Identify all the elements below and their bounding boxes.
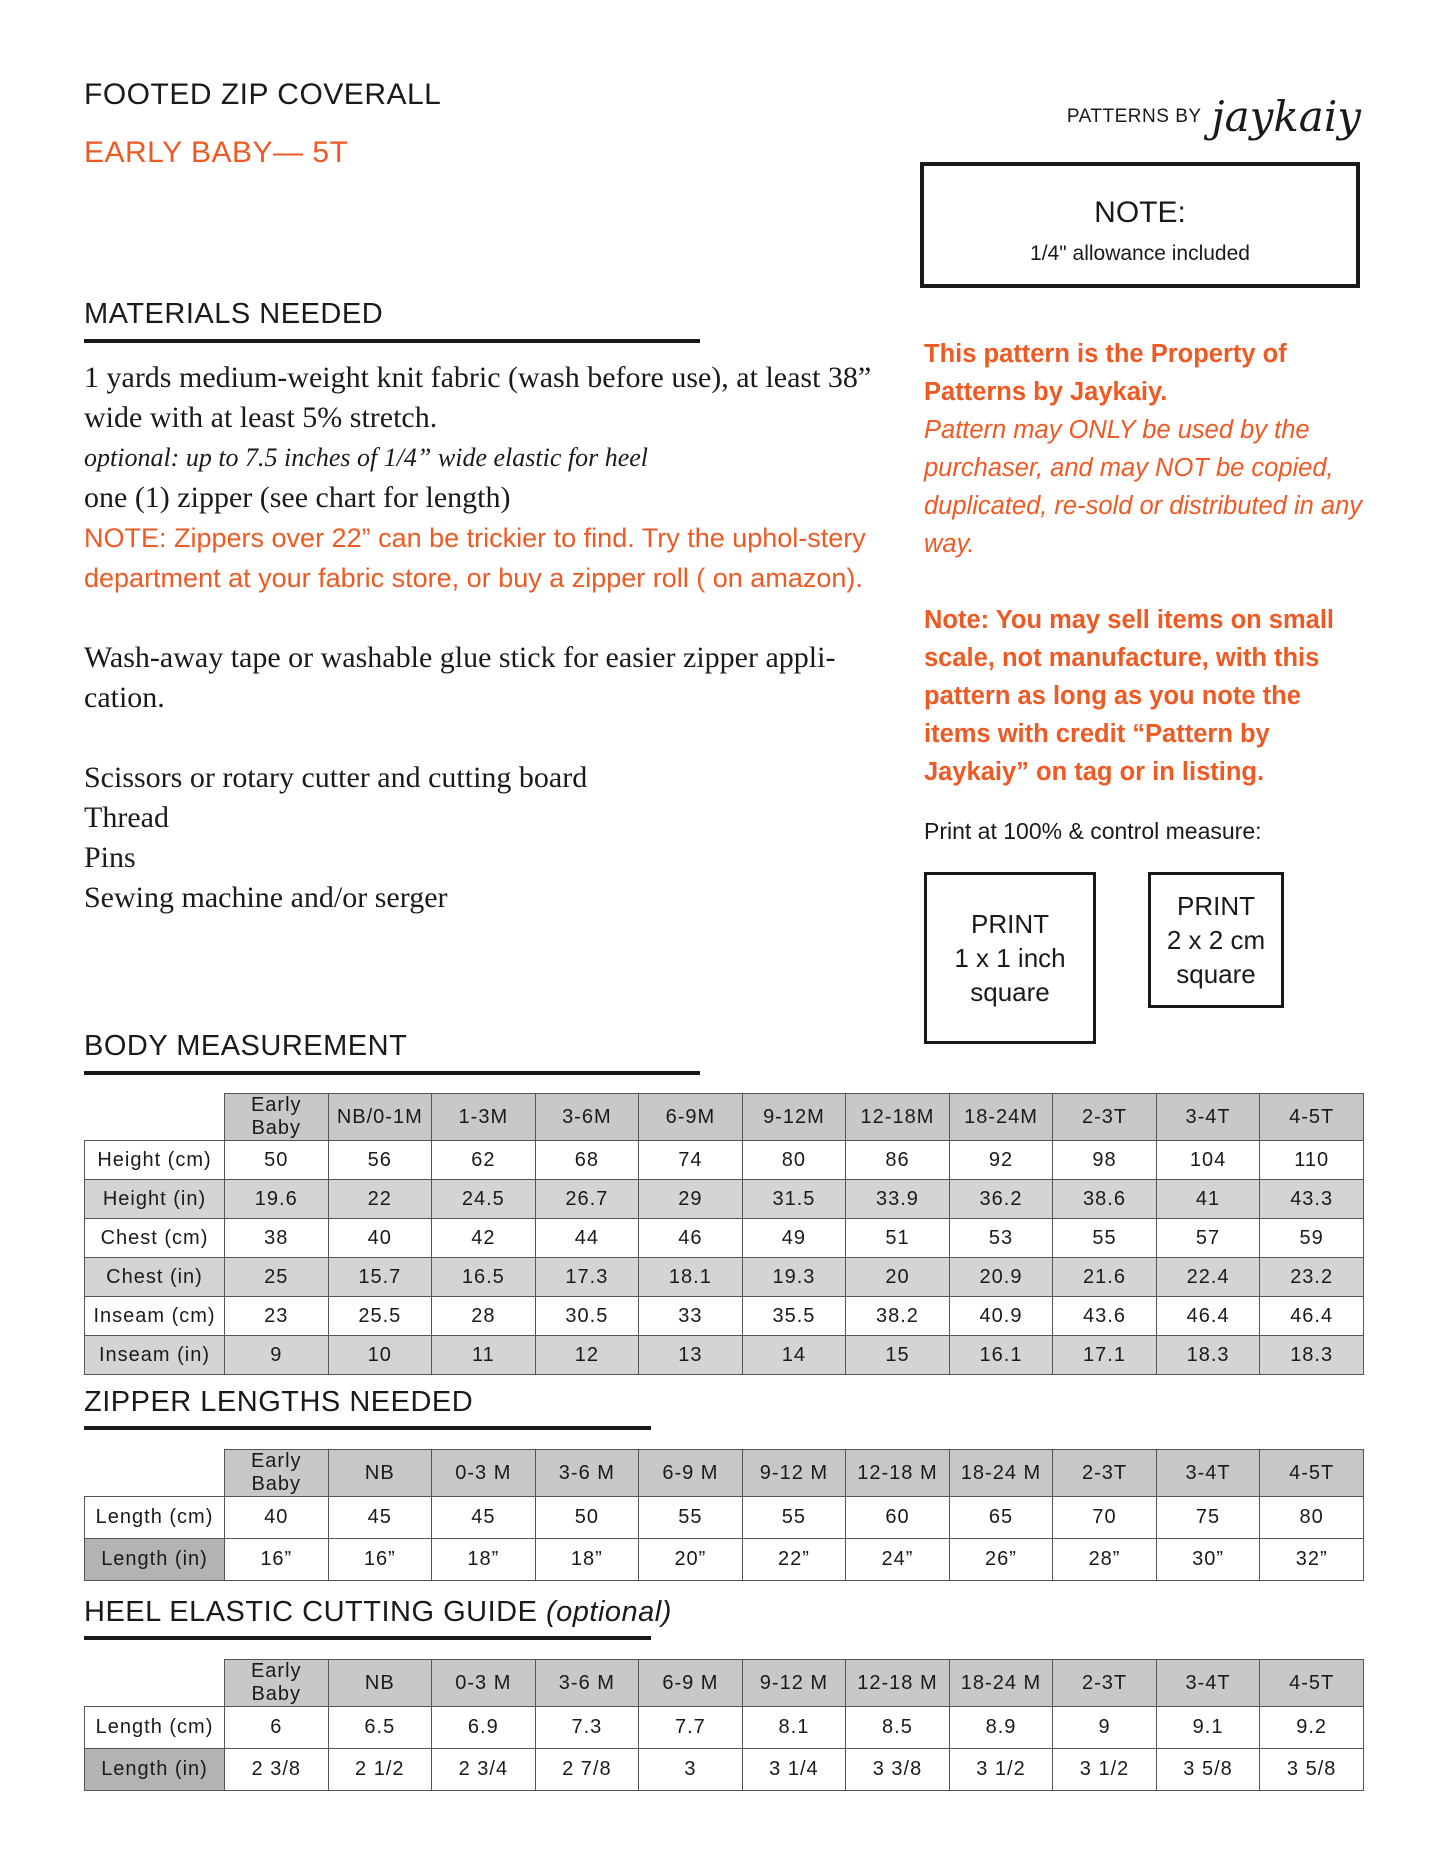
table-cell: 30.5 bbox=[535, 1297, 639, 1336]
heel-heading-text: HEEL ELASTIC CUTTING GUIDE bbox=[84, 1596, 538, 1628]
materials-list bbox=[84, 358, 884, 918]
table-row bbox=[85, 1749, 1364, 1791]
table-cell: 2 1/2 bbox=[328, 1749, 432, 1791]
zipper-heading: ZIPPER LENGTHS NEEDED bbox=[84, 1386, 474, 1418]
inch-square-line: square bbox=[970, 977, 1050, 1007]
zipper-length-table bbox=[84, 1449, 1364, 1581]
table-cell: 20.9 bbox=[949, 1258, 1053, 1297]
size-header: 2-3T bbox=[1053, 1450, 1157, 1497]
table-cell: 18.3 bbox=[1156, 1336, 1260, 1375]
table-cell: 74 bbox=[639, 1141, 743, 1180]
size-range-subtitle: EARLY BABY— 5T bbox=[84, 136, 349, 169]
size-header: 6-9M bbox=[639, 1094, 743, 1141]
table-cell: 98 bbox=[1053, 1141, 1157, 1180]
heel-heading-optional: (optional) bbox=[546, 1596, 672, 1628]
table-cell: 18” bbox=[432, 1539, 536, 1581]
table-cell: 9.2 bbox=[1260, 1707, 1364, 1749]
table-cell: 18.3 bbox=[1260, 1336, 1364, 1375]
table-cell: 50 bbox=[225, 1141, 329, 1180]
row-label: Length (in) bbox=[85, 1749, 225, 1791]
table-cell: 24.5 bbox=[432, 1180, 536, 1219]
table-cell: 2 3/4 bbox=[432, 1749, 536, 1791]
size-header: 9-12 M bbox=[742, 1450, 846, 1497]
table-row bbox=[85, 1497, 1364, 1539]
table-header-row bbox=[85, 1660, 1364, 1707]
cm-control-square bbox=[1148, 872, 1284, 1008]
table-cell: 55 bbox=[639, 1497, 743, 1539]
table-cell: 92 bbox=[949, 1141, 1053, 1180]
table-cell: 57 bbox=[1156, 1219, 1260, 1258]
table-cell: 12 bbox=[535, 1336, 639, 1375]
tool-item: Sewing machine and/or serger bbox=[84, 881, 448, 914]
table-row bbox=[85, 1141, 1364, 1180]
size-header: 12-18 M bbox=[846, 1450, 950, 1497]
table-cell: 43.3 bbox=[1260, 1180, 1364, 1219]
size-header: Early Baby bbox=[225, 1660, 329, 1707]
table-cell: 33.9 bbox=[846, 1180, 950, 1219]
note-text: 1/4" allowance included bbox=[1030, 242, 1250, 265]
table-cell: 49 bbox=[742, 1219, 846, 1258]
table-row bbox=[85, 1336, 1364, 1375]
table-cell: 3 3/8 bbox=[846, 1749, 950, 1791]
row-label: Height (cm) bbox=[85, 1141, 225, 1180]
table-cell: 16.5 bbox=[432, 1258, 536, 1297]
size-header: 3-4T bbox=[1156, 1660, 1260, 1707]
table-cell: 35.5 bbox=[742, 1297, 846, 1336]
materials-zipper-note: NOTE: Zippers over 22” can be trickier to find. Try the uphol-stery department at your fabric store, or buy a zipper roll ( on amazon). bbox=[84, 523, 866, 593]
table-header-row bbox=[85, 1450, 1364, 1497]
table-cell: 2 3/8 bbox=[225, 1749, 329, 1791]
size-header: NB bbox=[328, 1450, 432, 1497]
table-cell: 36.2 bbox=[949, 1180, 1053, 1219]
materials-elastic: optional: up to 7.5 inches of 1/4” wide elastic for heel bbox=[84, 443, 649, 472]
table-cell: 59 bbox=[1260, 1219, 1364, 1258]
table-cell: 40.9 bbox=[949, 1297, 1053, 1336]
size-header: 6-9 M bbox=[639, 1660, 743, 1707]
table-cell: 16.1 bbox=[949, 1336, 1053, 1375]
table-cell: 3 5/8 bbox=[1156, 1749, 1260, 1791]
materials-zipper: one (1) zipper (see chart for length) bbox=[84, 481, 511, 514]
size-header: 6-9 M bbox=[639, 1450, 743, 1497]
property-usage: Pattern may ONLY be used by the purchaser, and may NOT be copied, duplicated, re-sold or distributed in any way. bbox=[924, 416, 1362, 558]
size-header: 0-3 M bbox=[432, 1660, 536, 1707]
row-label: Length (in) bbox=[85, 1539, 225, 1581]
table-cell: 17.1 bbox=[1053, 1336, 1157, 1375]
table-cell: 55 bbox=[1053, 1219, 1157, 1258]
table-cell: 18” bbox=[535, 1539, 639, 1581]
table-row bbox=[85, 1219, 1364, 1258]
table-cell: 9 bbox=[225, 1336, 329, 1375]
size-header: 12-18M bbox=[846, 1094, 950, 1141]
table-cell: 18.1 bbox=[639, 1258, 743, 1297]
row-label: Chest (cm) bbox=[85, 1219, 225, 1258]
size-header: 4-5T bbox=[1260, 1094, 1364, 1141]
table-cell: 104 bbox=[1156, 1141, 1260, 1180]
table-cell: 70 bbox=[1053, 1497, 1157, 1539]
table-row bbox=[85, 1297, 1364, 1336]
table-cell: 25.5 bbox=[328, 1297, 432, 1336]
row-label: Inseam (cm) bbox=[85, 1297, 225, 1336]
tool-item: Pins bbox=[84, 841, 136, 874]
table-cell: 51 bbox=[846, 1219, 950, 1258]
size-header: 9-12 M bbox=[742, 1660, 846, 1707]
inch-square-line: 1 x 1 inch bbox=[954, 943, 1066, 973]
table-cell: 65 bbox=[949, 1497, 1053, 1539]
table-cell: 13 bbox=[639, 1336, 743, 1375]
table-cell: 75 bbox=[1156, 1497, 1260, 1539]
property-notice bbox=[924, 335, 1374, 791]
table-cell: 46 bbox=[639, 1219, 743, 1258]
table-cell: 41 bbox=[1156, 1180, 1260, 1219]
size-header: 18-24 M bbox=[949, 1450, 1053, 1497]
note-title: NOTE: bbox=[1094, 196, 1186, 229]
table-cell: 9 bbox=[1053, 1707, 1157, 1749]
cm-square-line: 2 x 2 cm bbox=[1166, 925, 1266, 955]
brand-logo: jaykaiy bbox=[1211, 92, 1361, 141]
size-header: 9-12M bbox=[742, 1094, 846, 1141]
zipper-underline bbox=[84, 1426, 651, 1430]
table-cell: 55 bbox=[742, 1497, 846, 1539]
table-cell: 50 bbox=[535, 1497, 639, 1539]
table-cell: 3 bbox=[639, 1749, 743, 1791]
size-header: 4-5T bbox=[1260, 1660, 1364, 1707]
size-header: 4-5T bbox=[1260, 1450, 1364, 1497]
table-row bbox=[85, 1258, 1364, 1297]
table-cell: 6.9 bbox=[432, 1707, 536, 1749]
table-cell: 23 bbox=[225, 1297, 329, 1336]
property-sell-note: Note: You may sell items on small scale, not manufacture, with this pattern as long as you note the items with credit “Pattern by Jaykaiy” on tag or in listing. bbox=[924, 606, 1335, 786]
size-header: 1-3M bbox=[432, 1094, 536, 1141]
table-cell: 6 bbox=[225, 1707, 329, 1749]
table-cell: 24” bbox=[846, 1539, 950, 1581]
table-cell: 80 bbox=[742, 1141, 846, 1180]
materials-fabric: 1 yards medium-weight knit fabric (wash before use), at least 38” wide with at least 5% stretch. bbox=[84, 361, 872, 434]
table-row bbox=[85, 1180, 1364, 1219]
table-cell: 30” bbox=[1156, 1539, 1260, 1581]
row-label: Length (cm) bbox=[85, 1497, 225, 1539]
size-header: 3-6 M bbox=[535, 1660, 639, 1707]
size-header: 18-24 M bbox=[949, 1660, 1053, 1707]
table-cell: 86 bbox=[846, 1141, 950, 1180]
brand bbox=[1066, 92, 1361, 141]
materials-tape: Wash-away tape or washable glue stick for easier zipper appli-cation. bbox=[84, 641, 836, 714]
table-cell: 3 1/2 bbox=[949, 1749, 1053, 1791]
materials-underline bbox=[84, 339, 700, 343]
body-measurement-table bbox=[84, 1093, 1364, 1375]
table-cell: 33 bbox=[639, 1297, 743, 1336]
brand-prefix: PATTERNS BY bbox=[1066, 106, 1202, 127]
table-cell: 17.3 bbox=[535, 1258, 639, 1297]
note-box bbox=[920, 162, 1360, 288]
table-cell: 62 bbox=[432, 1141, 536, 1180]
table-cell: 110 bbox=[1260, 1141, 1364, 1180]
cm-square-line: square bbox=[1176, 959, 1256, 989]
table-row bbox=[85, 1707, 1364, 1749]
table-cell: 8.5 bbox=[846, 1707, 950, 1749]
body-heading: BODY MEASUREMENT bbox=[84, 1030, 408, 1062]
row-label: Chest (in) bbox=[85, 1258, 225, 1297]
table-cell: 40 bbox=[328, 1219, 432, 1258]
table-cell: 16” bbox=[328, 1539, 432, 1581]
table-cell: 32” bbox=[1260, 1539, 1364, 1581]
table-cell: 26” bbox=[949, 1539, 1053, 1581]
table-cell: 7.7 bbox=[639, 1707, 743, 1749]
table-cell: 68 bbox=[535, 1141, 639, 1180]
table-cell: 2 7/8 bbox=[535, 1749, 639, 1791]
table-cell: 16” bbox=[225, 1539, 329, 1581]
table-cell: 29 bbox=[639, 1180, 743, 1219]
table-cell: 22 bbox=[328, 1180, 432, 1219]
page-title: FOOTED ZIP COVERALL bbox=[84, 78, 442, 111]
table-cell: 19.6 bbox=[225, 1180, 329, 1219]
table-header-row bbox=[85, 1094, 1364, 1141]
table-row bbox=[85, 1539, 1364, 1581]
table-cell: 31.5 bbox=[742, 1180, 846, 1219]
table-cell: 15.7 bbox=[328, 1258, 432, 1297]
heel-elastic-table bbox=[84, 1659, 1364, 1791]
table-cell: 11 bbox=[432, 1336, 536, 1375]
table-cell: 3 1/4 bbox=[742, 1749, 846, 1791]
table-cell: 14 bbox=[742, 1336, 846, 1375]
table-cell: 6.5 bbox=[328, 1707, 432, 1749]
table-cell: 7.3 bbox=[535, 1707, 639, 1749]
size-header: Early Baby bbox=[225, 1094, 329, 1141]
materials-heading: MATERIALS NEEDED bbox=[84, 298, 384, 330]
table-cell: 60 bbox=[846, 1497, 950, 1539]
table-cell: 9.1 bbox=[1156, 1707, 1260, 1749]
table-cell: 44 bbox=[535, 1219, 639, 1258]
table-cell: 26.7 bbox=[535, 1180, 639, 1219]
table-cell: 15 bbox=[846, 1336, 950, 1375]
row-label: Height (in) bbox=[85, 1180, 225, 1219]
table-cell: 28” bbox=[1053, 1539, 1157, 1581]
size-header: NB bbox=[328, 1660, 432, 1707]
size-header: 3-4T bbox=[1156, 1094, 1260, 1141]
table-cell: 25 bbox=[225, 1258, 329, 1297]
heel-underline bbox=[84, 1636, 651, 1640]
size-header: 3-6M bbox=[535, 1094, 639, 1141]
size-header: 12-18 M bbox=[846, 1660, 950, 1707]
table-cell: 8.9 bbox=[949, 1707, 1053, 1749]
size-header: 18-24M bbox=[949, 1094, 1053, 1141]
table-cell: 20” bbox=[639, 1539, 743, 1581]
table-cell: 22” bbox=[742, 1539, 846, 1581]
table-cell: 21.6 bbox=[1053, 1258, 1157, 1297]
size-header: NB/0-1M bbox=[328, 1094, 432, 1141]
size-header: 0-3 M bbox=[432, 1450, 536, 1497]
row-label: Inseam (in) bbox=[85, 1336, 225, 1375]
table-cell: 19.3 bbox=[742, 1258, 846, 1297]
table-cell: 38.6 bbox=[1053, 1180, 1157, 1219]
heel-heading bbox=[84, 1596, 672, 1629]
table-cell: 45 bbox=[328, 1497, 432, 1539]
table-cell: 53 bbox=[949, 1219, 1053, 1258]
property-bold: This pattern is the Property of Patterns by Jaykaiy. bbox=[924, 340, 1287, 406]
table-cell: 3 5/8 bbox=[1260, 1749, 1364, 1791]
print-hint: Print at 100% & control measure: bbox=[924, 818, 1262, 844]
table-cell: 40 bbox=[225, 1497, 329, 1539]
table-cell: 10 bbox=[328, 1336, 432, 1375]
table-cell: 28 bbox=[432, 1297, 536, 1336]
inch-control-square bbox=[924, 872, 1096, 1044]
table-cell: 56 bbox=[328, 1141, 432, 1180]
inch-square-line: PRINT bbox=[970, 909, 1049, 939]
cm-square-line: PRINT bbox=[1177, 891, 1255, 921]
table-cell: 46.4 bbox=[1156, 1297, 1260, 1336]
tool-item: Thread bbox=[84, 801, 169, 834]
table-cell: 80 bbox=[1260, 1497, 1364, 1539]
size-header: 2-3T bbox=[1053, 1660, 1157, 1707]
table-cell: 43.6 bbox=[1053, 1297, 1157, 1336]
table-cell: 22.4 bbox=[1156, 1258, 1260, 1297]
table-cell: 45 bbox=[432, 1497, 536, 1539]
table-cell: 20 bbox=[846, 1258, 950, 1297]
table-cell: 3 1/2 bbox=[1053, 1749, 1157, 1791]
size-header: 2-3T bbox=[1053, 1094, 1157, 1141]
table-cell: 46.4 bbox=[1260, 1297, 1364, 1336]
table-cell: 38 bbox=[225, 1219, 329, 1258]
size-header: 3-4T bbox=[1156, 1450, 1260, 1497]
size-header: 3-6 M bbox=[535, 1450, 639, 1497]
table-cell: 38.2 bbox=[846, 1297, 950, 1336]
table-cell: 42 bbox=[432, 1219, 536, 1258]
table-cell: 8.1 bbox=[742, 1707, 846, 1749]
size-header: Early Baby bbox=[225, 1450, 329, 1497]
body-underline bbox=[84, 1071, 700, 1075]
tool-item: Scissors or rotary cutter and cutting board bbox=[84, 761, 588, 794]
row-label: Length (cm) bbox=[85, 1707, 225, 1749]
table-cell: 23.2 bbox=[1260, 1258, 1364, 1297]
